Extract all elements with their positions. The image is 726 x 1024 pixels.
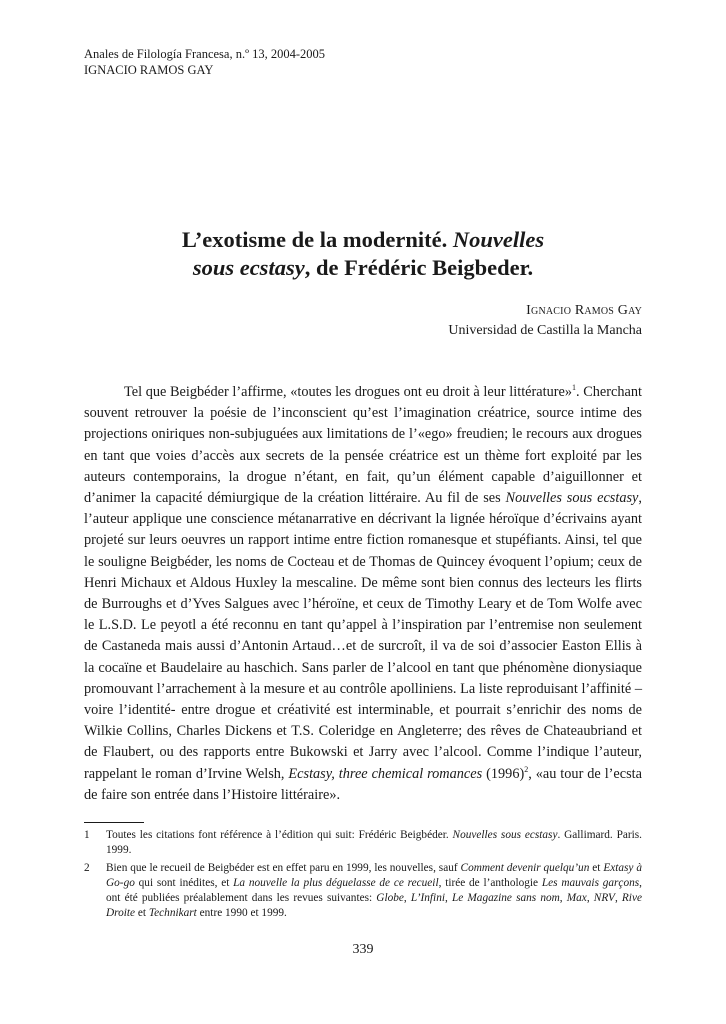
title-roman-part: , de Frédéric Beigbeder. bbox=[304, 255, 534, 280]
footnote-ref-1[interactable]: 1 bbox=[572, 383, 577, 393]
author-affiliation: Universidad de Castilla la Mancha bbox=[448, 323, 642, 338]
title-italic-part: sous ecstasy bbox=[192, 255, 305, 280]
footnote-number: 2 bbox=[84, 861, 90, 874]
title-line-2 bbox=[84, 254, 642, 282]
footnotes bbox=[84, 828, 642, 924]
book-title: Ecstasy, three chemical romances bbox=[288, 765, 483, 782]
footnote-text: Bien que le recueil de Beigbéder est en effet paru en 1999, les nouvelles, sauf Comment devenir quelqu’un et Extasy à Go-go qui sont inédites, et La nouvelle la plus déguelasse de ce recueil, tirée de l’anthologie Les mauvais garçons, ont été publiées préalablement dans les revues suivantes: Globe, L’Infini, Le Magazine sans nom, Max, NRV, Rive Droite et Technikart entre 1990 et 1999. bbox=[106, 861, 642, 920]
book-title: Nouvelles sous ecstasy bbox=[505, 490, 639, 507]
title-italic-part: Nouvelles bbox=[452, 227, 545, 252]
footnote-2 bbox=[84, 861, 642, 922]
body-text bbox=[84, 382, 642, 806]
footnote-number: 1 bbox=[84, 829, 90, 841]
running-head bbox=[84, 46, 325, 78]
footnote-1 bbox=[84, 828, 642, 859]
author-block bbox=[448, 301, 642, 341]
footnote-ref-2[interactable]: 2 bbox=[524, 764, 529, 774]
text-run: Tel que Beigbéder l’affirme, «toutes les drogues ont eu droit à leur littérature» bbox=[124, 384, 573, 400]
text-run: , «au tour de l’ecsta de faire son entrée dans l’Histoire littéraire». bbox=[84, 765, 642, 803]
text-run: (1996) bbox=[482, 765, 525, 782]
title-roman-part: L’exotisme de la modernité. bbox=[181, 227, 448, 252]
title-line-1 bbox=[84, 226, 642, 254]
body-paragraph bbox=[84, 382, 642, 806]
running-head-author: IGNACIO RAMOS GAY bbox=[84, 63, 214, 77]
text-run: , l’auteur applique une conscience métanarrative en décrivant la lignée héroïque d’écrivains ayant projeté sur leurs oeuvres un rapport intime entre fiction romanesque et stupéfiants. Ainsi, tel que le souligne Beigbéder, les noms de Cocteau et de Thomas de Quincey évoquent l’opium; ceux de Henri Michaux et Aldous Huxley la mescaline. De même sont bien connus des lecteurs les flirts de Burroughs et d’Yves Salgues avec l’héroïne, et ceux de Timothy Leary et de Tom Wolfe avec le L.S.D. Le peyotl a été reconnu en tant qu’appel à l’inspiration par l’entremise non seulement de Castaneda mais aussi d’Antonin Artaud…et de surcroît, il va de soi d’associer Easton Ellis à la cocaïne et Baudelaire au haschich. Sans parler de l’alcool en tant que phénomène dionysiaque promouvant l’arrachement à la mesure et au contrôle apolliniens. La liste reproduisant l’affinité –voire l’identité- entre drogue et créativité est interminable, et pourrait s’enrichir des noms de Wilkie Collins, Charles Dickens et T.S. Coleridge en Angleterre; des rêves de Chateaubriand et de Flaubert, ou des rapports entre Bukowski et Jarry avec l’alcool. Comme l’indique l’auteur, rappelant le roman d’Irvine Welsh, bbox=[84, 490, 642, 782]
author-name: Ignacio Ramos Gay bbox=[526, 303, 642, 318]
footnote-text: Toutes les citations font référence à l’édition qui suit: Frédéric Beigbéder. Nouvelles sous ecstasy. Gallimard. Paris. 1999. bbox=[106, 829, 642, 857]
text-run: . Cherchant souvent retrouver la poésie de l’inconscient qu’est l’imagination créatrice, source intime des projections oniriques non-subjuguées aux limitations de l’«ego» freudien; le recours aux drogues en tant que voies d’accès aux secrets de la pensée créatrice est un thème fort exploité par les auteurs contemporains, la drogue n’étant, en fait, qu’un élément capable d’aiguillonner et d’animer la capacité démiurgique de la création littéraire. Au fil de ses bbox=[84, 384, 643, 507]
article-title bbox=[84, 226, 642, 282]
footnote-divider bbox=[84, 822, 144, 823]
page-number: 339 bbox=[352, 942, 374, 957]
journal-citation: Anales de Filología Francesa, n.º 13, 2004-2005 bbox=[84, 47, 325, 61]
